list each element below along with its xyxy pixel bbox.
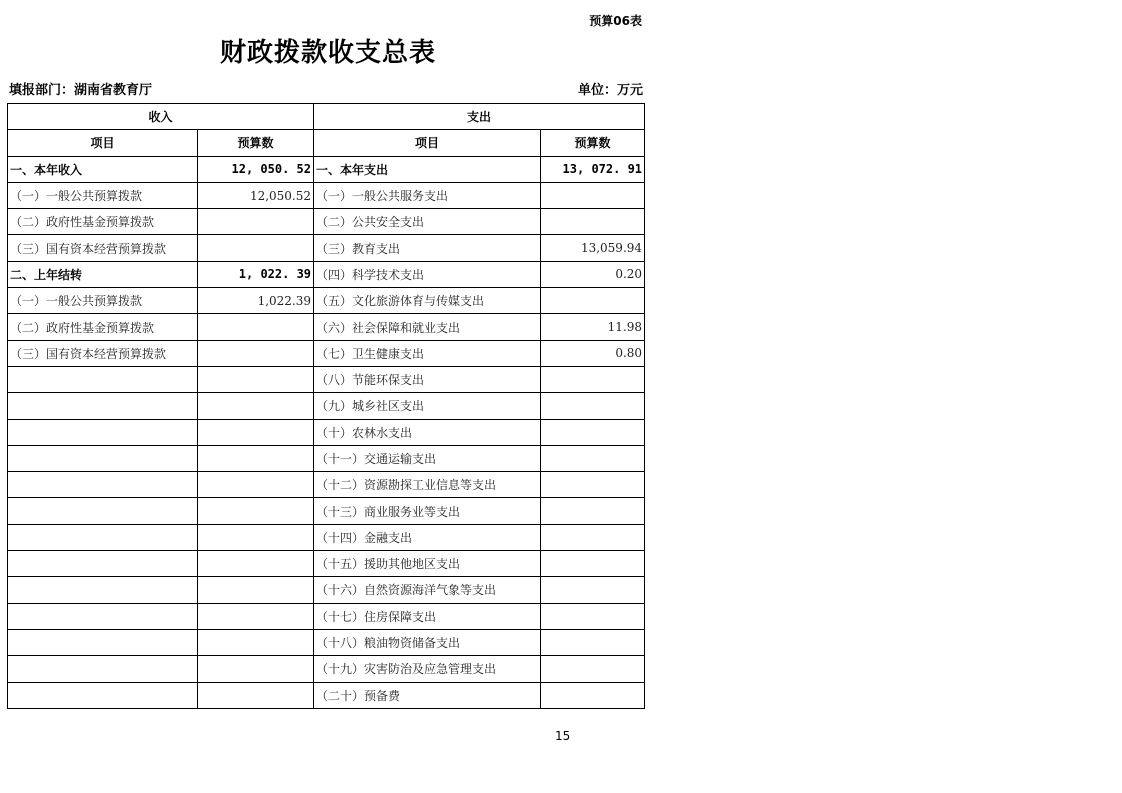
table-row xyxy=(8,603,645,629)
income-item-cell: （二）政府性基金预算拨款 xyxy=(8,209,198,235)
table-row xyxy=(8,182,645,208)
income-item-cell: （二）政府性基金预算拨款 xyxy=(8,314,198,340)
table-row xyxy=(8,261,645,287)
income-amount-cell xyxy=(198,524,314,550)
expenditure-item-cell: （三）教育支出 xyxy=(314,235,541,261)
income-item-cell xyxy=(8,656,198,682)
expenditure-item-cell: （二十）预备费 xyxy=(314,682,541,708)
expenditure-item-cell: （十四）金融支出 xyxy=(314,524,541,550)
table-row xyxy=(8,209,645,235)
income-budget-header: 预算数 xyxy=(198,130,314,156)
income-amount-cell xyxy=(198,445,314,471)
expenditure-amount-cell xyxy=(541,419,645,445)
expenditure-amount-cell xyxy=(541,551,645,577)
income-item-cell: 一、本年收入 xyxy=(8,156,198,182)
expenditure-item-cell: （七）卫生健康支出 xyxy=(314,340,541,366)
income-item-cell xyxy=(8,629,198,655)
column-header-row xyxy=(8,130,645,156)
income-item-cell xyxy=(8,577,198,603)
table-row xyxy=(8,656,645,682)
table-row xyxy=(8,288,645,314)
table-row xyxy=(8,393,645,419)
expenditure-item-header: 项目 xyxy=(314,130,541,156)
income-item-cell xyxy=(8,498,198,524)
income-amount-cell xyxy=(198,419,314,445)
expenditure-amount-cell xyxy=(541,366,645,392)
expenditure-amount-cell: 0.80 xyxy=(541,340,645,366)
expenditure-budget-header: 预算数 xyxy=(541,130,645,156)
income-amount-cell xyxy=(198,603,314,629)
table-row xyxy=(8,551,645,577)
income-item-cell: （一）一般公共预算拨款 xyxy=(8,288,198,314)
income-amount-cell: 12,050.52 xyxy=(198,182,314,208)
table-row xyxy=(8,498,645,524)
expenditure-amount-cell xyxy=(541,182,645,208)
table-row xyxy=(8,629,645,655)
income-item-cell: （一）一般公共预算拨款 xyxy=(8,182,198,208)
income-amount-cell: 12, 050. 52 xyxy=(198,156,314,182)
table-row xyxy=(8,235,645,261)
table-row xyxy=(8,340,645,366)
expenditure-item-cell: （十八）粮油物资储备支出 xyxy=(314,629,541,655)
expenditure-item-cell: （十二）资源勘探工业信息等支出 xyxy=(314,472,541,498)
income-amount-cell xyxy=(198,314,314,340)
table-row xyxy=(8,156,645,182)
section-header-row xyxy=(8,104,645,130)
meta-row xyxy=(9,79,643,99)
income-header: 收入 xyxy=(8,104,314,130)
income-amount-cell: 1,022.39 xyxy=(198,288,314,314)
income-amount-cell: 1, 022. 39 xyxy=(198,261,314,287)
expenditure-item-cell: （十）农林水支出 xyxy=(314,419,541,445)
income-amount-cell xyxy=(198,235,314,261)
income-item-cell xyxy=(8,524,198,550)
income-item-cell xyxy=(8,393,198,419)
expenditure-item-cell: （十九）灾害防治及应急管理支出 xyxy=(314,656,541,682)
expenditure-item-cell: （五）文化旅游体育与传媒支出 xyxy=(314,288,541,314)
income-item-cell xyxy=(8,366,198,392)
expenditure-amount-cell xyxy=(541,682,645,708)
table-body xyxy=(8,156,645,708)
income-amount-cell xyxy=(198,472,314,498)
table-row xyxy=(8,682,645,708)
expenditure-amount-cell xyxy=(541,603,645,629)
expenditure-amount-cell: 13,059.94 xyxy=(541,235,645,261)
expenditure-amount-cell: 13, 072. 91 xyxy=(541,156,645,182)
expenditure-item-cell: （十六）自然资源海洋气象等支出 xyxy=(314,577,541,603)
expenditure-item-cell: 一、本年支出 xyxy=(314,156,541,182)
income-item-cell: （三）国有资本经营预算拨款 xyxy=(8,235,198,261)
expenditure-item-cell: （六）社会保障和就业支出 xyxy=(314,314,541,340)
expenditure-item-cell: （一）一般公共服务支出 xyxy=(314,182,541,208)
form-code: 预算06表 xyxy=(589,14,642,28)
income-amount-cell xyxy=(198,209,314,235)
income-item-cell: （三）国有资本经营预算拨款 xyxy=(8,340,198,366)
expenditure-amount-cell xyxy=(541,577,645,603)
expenditure-amount-cell xyxy=(541,498,645,524)
expenditure-amount-cell xyxy=(541,288,645,314)
page-title: 财政拨款收支总表 xyxy=(220,38,437,68)
income-amount-cell xyxy=(198,656,314,682)
expenditure-item-cell: （十一）交通运输支出 xyxy=(314,445,541,471)
expenditure-item-cell: （十三）商业服务业等支出 xyxy=(314,498,541,524)
expenditure-amount-cell xyxy=(541,472,645,498)
table-row xyxy=(8,419,645,445)
expenditure-amount-cell: 11.98 xyxy=(541,314,645,340)
income-item-cell xyxy=(8,603,198,629)
table-row xyxy=(8,314,645,340)
department-label: 填报部门：湖南省教育厅 xyxy=(9,83,153,98)
expenditure-amount-cell xyxy=(541,209,645,235)
income-item-cell xyxy=(8,445,198,471)
expenditure-item-cell: （十七）住房保障支出 xyxy=(314,603,541,629)
budget-table xyxy=(7,103,645,709)
expenditure-item-cell: （二）公共安全支出 xyxy=(314,209,541,235)
table-row xyxy=(8,472,645,498)
table-row xyxy=(8,524,645,550)
income-amount-cell xyxy=(198,498,314,524)
expenditure-item-cell: （十五）援助其他地区支出 xyxy=(314,551,541,577)
expenditure-amount-cell xyxy=(541,656,645,682)
income-amount-cell xyxy=(198,366,314,392)
income-amount-cell xyxy=(198,682,314,708)
income-amount-cell xyxy=(198,551,314,577)
expenditure-amount-cell: 0.20 xyxy=(541,261,645,287)
income-amount-cell xyxy=(198,577,314,603)
income-amount-cell xyxy=(198,393,314,419)
income-item-cell xyxy=(8,551,198,577)
expenditure-header: 支出 xyxy=(314,104,645,130)
expenditure-item-cell: （八）节能环保支出 xyxy=(314,366,541,392)
income-item-cell xyxy=(8,419,198,445)
table-row xyxy=(8,577,645,603)
income-item-cell xyxy=(8,472,198,498)
expenditure-amount-cell xyxy=(541,445,645,471)
income-amount-cell xyxy=(198,629,314,655)
table-row xyxy=(8,366,645,392)
expenditure-amount-cell xyxy=(541,524,645,550)
table-row xyxy=(8,445,645,471)
income-item-cell xyxy=(8,682,198,708)
income-item-cell: 二、上年结转 xyxy=(8,261,198,287)
income-amount-cell xyxy=(198,340,314,366)
page-number: 15 xyxy=(555,729,571,743)
expenditure-item-cell: （九）城乡社区支出 xyxy=(314,393,541,419)
expenditure-amount-cell xyxy=(541,629,645,655)
expenditure-amount-cell xyxy=(541,393,645,419)
expenditure-item-cell: （四）科学技术支出 xyxy=(314,261,541,287)
income-item-header: 项目 xyxy=(8,130,198,156)
unit-label: 单位：万元 xyxy=(577,83,643,98)
